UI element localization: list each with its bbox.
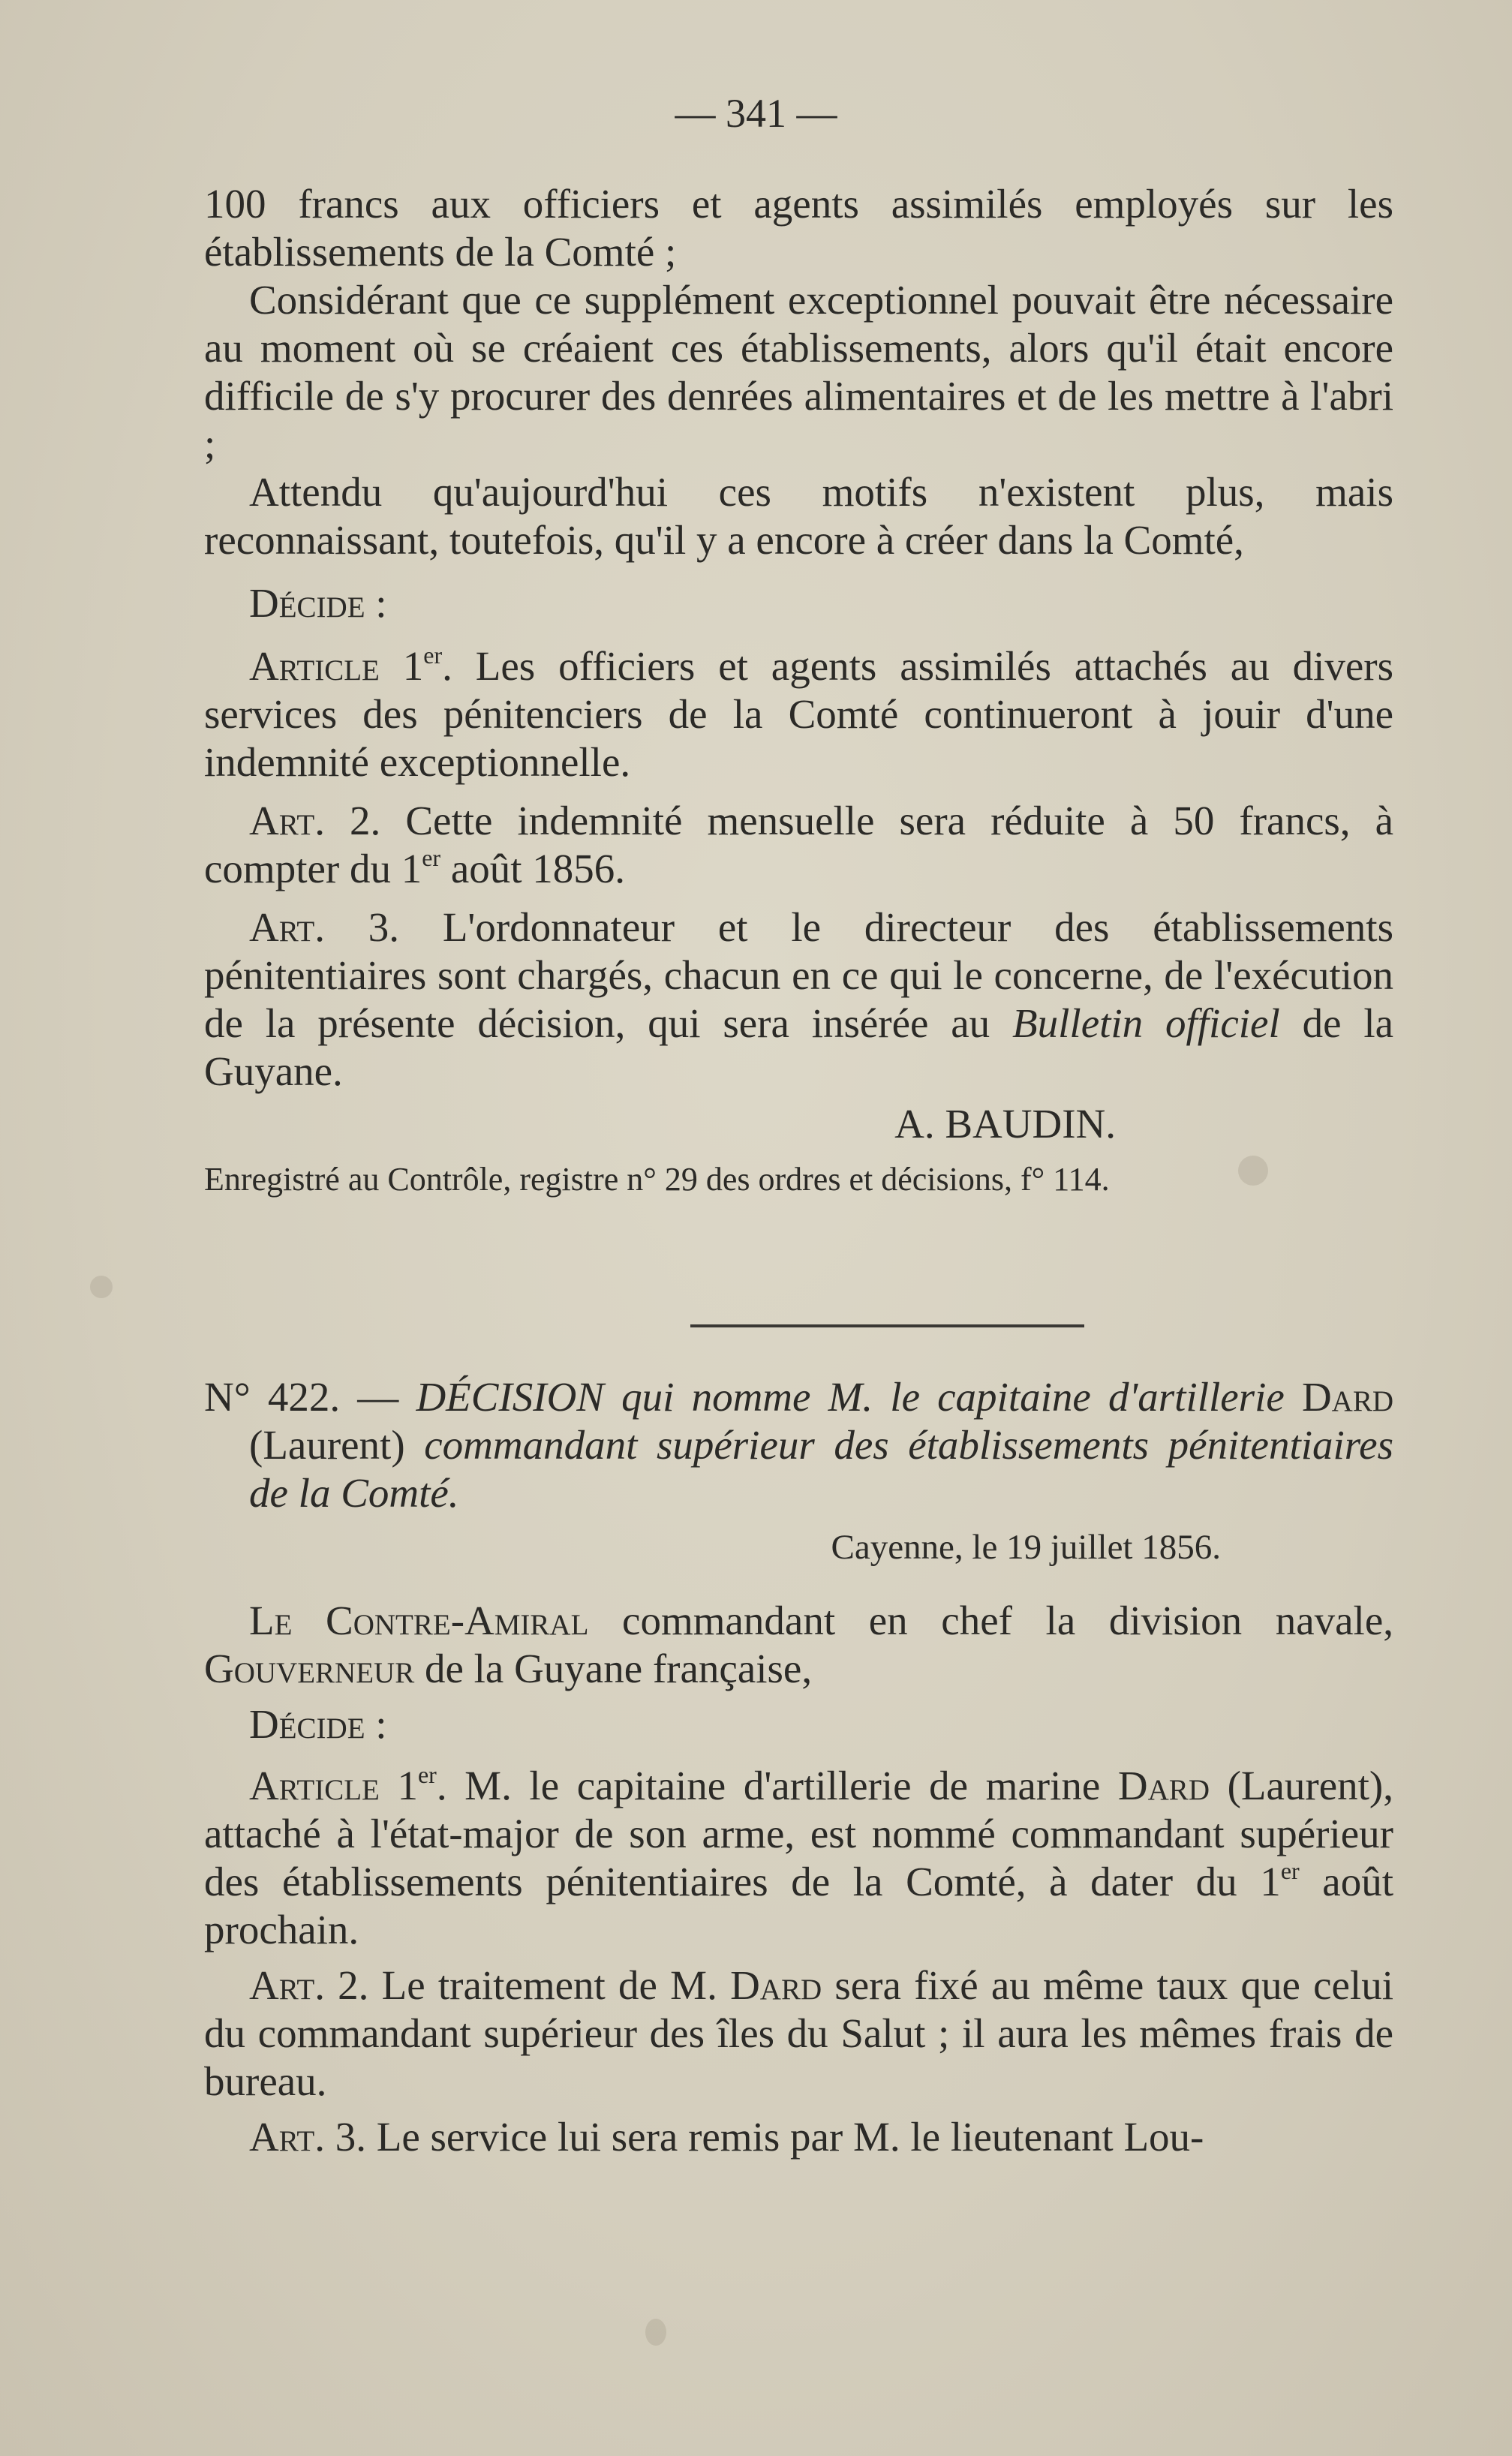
- paragraph-continuation: 100 francs aux officiers et agents assimilés employés sur les établissements de la Comté ;: [204, 181, 1393, 275]
- article-text-italic: Bulletin officiel: [1012, 1000, 1280, 1046]
- article-text: août prochain.: [204, 1859, 1393, 1952]
- article-label: Art. 2.: [249, 798, 381, 843]
- decide-heading: Décide :: [249, 580, 387, 626]
- article-3: [204, 2113, 1393, 2161]
- article-2: [204, 1961, 1393, 2106]
- signature: A. BAUDIN.: [894, 1101, 1116, 1147]
- paper-stain: [90, 1276, 113, 1298]
- decision-title: [204, 1373, 1393, 1517]
- article-text: . M. le capitaine d'artillerie de marine: [436, 1763, 1118, 1808]
- article-1: [204, 642, 1393, 786]
- article-text: . Les officiers et agents assimilés attachés au divers services des pénitenciers de la Comté continueront à jouir d'une indemnité exceptionnelle.: [204, 643, 1394, 785]
- paper-stain: [645, 2319, 666, 2346]
- decision-title-text: commandant supérieur des établissements pénitentiaires de la Comté.: [249, 1422, 1393, 1516]
- title-gouverneur: Gouverneur: [204, 1646, 415, 1691]
- article-text: Cette indemnité mensuelle sera réduite à 50 francs, à compter du 1: [204, 798, 1394, 891]
- section-decision-422: [204, 1373, 1393, 2161]
- article-label: Art. 3.: [249, 904, 400, 950]
- article-text: août 1856.: [440, 846, 626, 891]
- page-number: — 341 —: [675, 91, 837, 136]
- preamble-text: commandant en chef la division navale,: [588, 1598, 1393, 1643]
- paragraph-attendu: Attendu qu'aujourd'hui ces motifs n'existent plus, mais reconnaissant, toutefois, qu'il y a encore à créer dans la Comté,: [204, 469, 1393, 563]
- section-divider: [690, 1324, 1084, 1327]
- article-text: L'ordonnateur et le directeur des établissements pénitentiaires sont chargés, chacun en ce qui le concerne, de l'exécution de la présente décision, qui sera insérée au: [204, 904, 1393, 1046]
- paragraph-considerant: Considérant que ce supplément exceptionnel pouvait être nécessaire au moment où se créaient ces établissements, alors qu'il était encore difficile de s'y procurer des denrées alimentaires et de les mettre à l'abri ;: [204, 277, 1393, 467]
- article-label: Art. 3.: [249, 2114, 366, 2160]
- article-text: (Laurent), attaché à l'état-major de son arme, est nommé commandant supérieur des établissements pénitentiaires de la Comté, à dater du 1: [204, 1763, 1393, 1904]
- article-1: [204, 1762, 1393, 1954]
- decision-number: N° 422. —: [204, 1374, 416, 1420]
- article-2: [204, 797, 1393, 893]
- article-text: Le service lui sera remis par M. le lieutenant Lou-: [365, 2114, 1204, 2160]
- article-label: Article 1: [249, 1763, 418, 1808]
- article-text: sera fixé au même taux que celui du commandant supérieur des îles du Salut ; il aura les mêmes frais de bureau.: [204, 1962, 1393, 2104]
- article-text: de la Guyane.: [204, 1000, 1394, 1094]
- superscript: er: [423, 642, 443, 669]
- dateline: Cayenne, le 19 juillet 1856.: [831, 1528, 1221, 1567]
- title-contre-amiral: Le Contre-Amiral: [249, 1598, 589, 1643]
- superscript: er: [417, 1761, 437, 1788]
- section-previous-decision: [204, 180, 1393, 1204]
- article-text: Le traitement de M.: [368, 1962, 731, 2008]
- person-firstname: (Laurent): [249, 1422, 425, 1468]
- article-label: Art. 2.: [249, 1962, 369, 2008]
- superscript: er: [1280, 1857, 1300, 1884]
- decision-title-text: DÉCISION qui nomme M. le capitaine d'artillerie: [416, 1374, 1285, 1420]
- article-3: [204, 903, 1393, 1096]
- person-name: Dard: [730, 1962, 822, 2008]
- decide-heading: Décide :: [249, 1701, 387, 1747]
- person-name: Dard: [1301, 1374, 1394, 1420]
- person-name: Dard: [1117, 1763, 1210, 1808]
- preamble-text: de la Guyane française,: [414, 1646, 813, 1691]
- preamble: [204, 1597, 1393, 1693]
- article-label: Article 1: [249, 643, 424, 689]
- superscript: er: [422, 844, 441, 871]
- registration-note: Enregistré au Contrôle, registre n° 29 des ordres et décisions, f° 114.: [204, 1161, 1110, 1198]
